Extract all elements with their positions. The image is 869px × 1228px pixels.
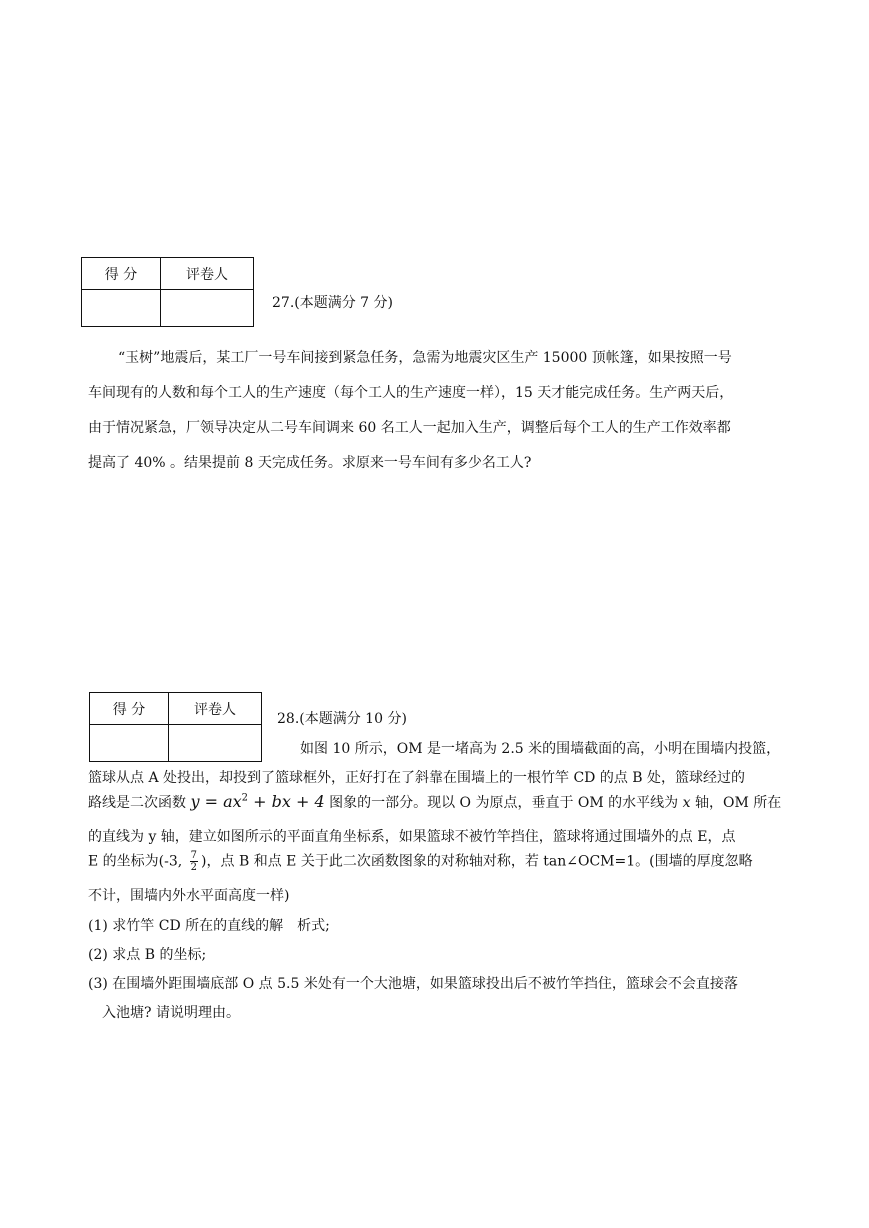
score-cell	[90, 725, 169, 762]
formula-eq: =	[199, 792, 224, 811]
formula-ax: ax	[223, 792, 242, 811]
formula-y: y	[190, 792, 200, 811]
q27-line-2: 车间现有的人数和每个工人的生产速度（每个工人的生产速度一样），15 天才能完成任务。生产两天后，	[88, 385, 734, 401]
q27-line-3: 由于情况紧急，厂领导决定从二号车间调来 60 名工人一起加入生产，调整后每个工人的生产工作效率都	[88, 420, 731, 436]
formula-exponent: 2	[241, 792, 249, 804]
q27-score-table	[81, 257, 254, 327]
q28-line-3	[88, 792, 781, 812]
grader-header: 评卷人	[161, 258, 254, 290]
q28-title: 28.(本题满分 10 分)	[277, 711, 407, 727]
q28-item-1: (1) 求竹竿 CD 所在的直线的解 析式;	[88, 918, 330, 934]
formula-rest: + bx + 4	[248, 792, 325, 811]
q28-line-2: 篮球从点 A 处投出，却投到了篮球框外，正好打在了斜靠在围墙上的一根竹竿 CD 的点 B 处，篮球经过的	[88, 770, 746, 786]
grader-header: 评卷人	[169, 693, 262, 725]
x-variable: x	[682, 795, 691, 811]
q27-title: 27.(本题满分 7 分)	[272, 295, 393, 311]
q28-line-6: 不计，围墙内外水平面高度一样)	[88, 888, 290, 904]
q28-line-5-pre: E 的坐标为(-3,	[88, 853, 187, 870]
q28-line-3-mid: 图象的一部分。现以 O 为原点，垂直于 OM 的水平线为	[324, 795, 683, 811]
score-cell	[82, 290, 161, 327]
fraction-seven-halves	[190, 850, 198, 873]
score-header: 得 分	[90, 693, 169, 725]
q28-line-4: 的直线为 y 轴，建立如图所示的平面直角坐标系，如果篮球不被竹竿挡住，篮球将通过围墙外的点 E，点	[88, 829, 736, 845]
q28-line-3-post: 轴，OM 所在	[690, 795, 782, 811]
q27-line-1: “玉树”地震后，某工厂一号车间接到紧急任务，急需为地震灾区生产 15000 顶帐篷，如果按照一号	[118, 350, 732, 366]
q28-item-2: (2) 求点 B 的坐标;	[88, 947, 207, 963]
q28-line-3-pre: 路线是二次函数	[88, 795, 191, 811]
fraction-denominator: 2	[190, 862, 198, 873]
score-header: 得 分	[82, 258, 161, 290]
q28-line-5	[88, 850, 753, 873]
q28-item-3: (3) 在围墙外距围墙底部 O 点 5.5 米处有一个大池塘，如果篮球投出后不被竹竿挡住，篮球会不会直接落	[88, 976, 738, 992]
q28-item-3-cont: 入池塘? 请说明理由。	[88, 1005, 240, 1021]
grader-cell	[169, 725, 262, 762]
q28-score-table	[89, 692, 262, 762]
q28-line-1: 如图 10 所示，OM 是一堵高为 2.5 米的围墙截面的高，小明在围墙内投篮，	[300, 741, 781, 757]
q27-line-4: 提高了 40% 。结果提前 8 天完成任务。求原来一号车间有多少名工人?	[88, 455, 532, 471]
fraction-numerator: 7	[190, 850, 198, 861]
q28-line-5-post: )，点 B 和点 E 关于此二次函数图象的对称轴对称，若 tan∠OCM=1。(围墙的厚度忽略	[201, 853, 753, 870]
grader-cell	[161, 290, 254, 327]
quadratic-formula	[190, 792, 324, 811]
